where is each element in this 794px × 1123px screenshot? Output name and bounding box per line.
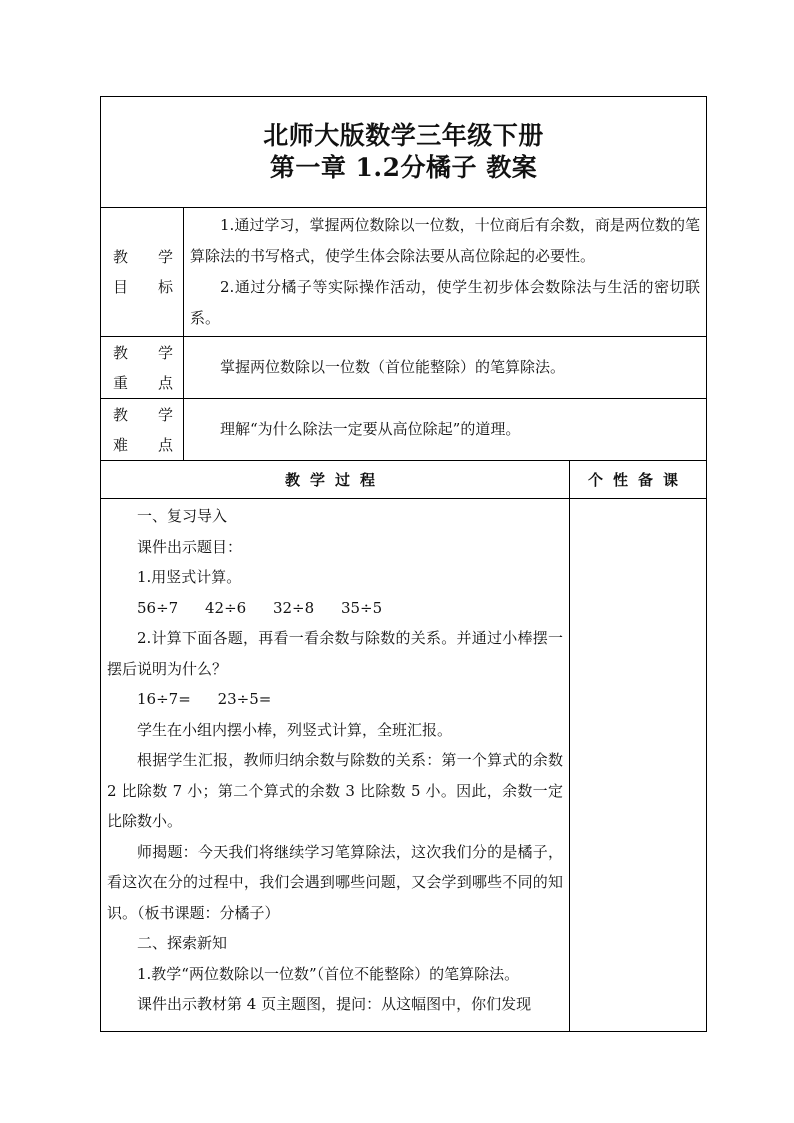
objectives-label: 教 学 目 标	[101, 208, 184, 337]
objectives-content	[184, 208, 707, 337]
difficulties-content	[184, 399, 707, 461]
section-explore: 二、探索新知	[137, 934, 228, 952]
process-line: 师揭题：今天我们将继续学习笔算除法，这次我们分的是橘子，看这次在分的过程中，我们会遇到哪些问题，又会学到哪些不同的知识。（板书课题：分橘子）	[107, 842, 563, 922]
process-line: 1.教学“两位数除以一位数”（首位不能整除）的笔算除法。	[137, 964, 520, 983]
process-line: 课件出示教材第 4 页主题图，提问：从这幅图中，你们发现	[137, 995, 532, 1013]
process-line: 2.计算下面各题，再看一看余数与除数的关系。并通过小棒摆一摆后说明为什么？	[107, 629, 563, 678]
document-subtitle: 第一章 1.2分橘子 教案	[269, 153, 538, 182]
objective-1: 1.通过学习，掌握两位数除以一位数，十位商后有余数，商是两位数的笔算除法的书写格式，使学生体会除法要从高位除起的必要性。	[190, 216, 701, 265]
process-line: 学生在小组内摆小棒，列竖式计算，全班汇报。	[137, 720, 453, 739]
process-header: 教学过程	[101, 461, 570, 499]
difficulties-text: 理解“为什么除法一定要从高位除起”的道理。	[220, 420, 521, 438]
calc-row-2: 16÷7= 23÷5=	[137, 690, 272, 708]
document-title: 北师大版数学三年级下册	[263, 121, 544, 150]
lesson-plan-table	[100, 96, 707, 1032]
key-points-label: 教 学 重 点	[101, 337, 184, 399]
calc-row-1: 56÷7 42÷6 32÷8 35÷5	[137, 598, 383, 617]
objective-2: 2.通过分橘子等实际操作活动，使学生初步体会数除法与生活的密切联系。	[190, 278, 701, 327]
difficulties-label: 教 学 难 点	[101, 399, 184, 461]
notes-content	[570, 499, 707, 1032]
key-points-text: 掌握两位数除以一位数（首位能整除）的笔算除法。	[220, 358, 566, 376]
process-content	[101, 499, 570, 1032]
section-review: 一、复习导入	[137, 507, 228, 525]
process-line: 课件出示题目：	[137, 537, 243, 556]
key-points-content	[184, 337, 707, 399]
process-line: 1.用竖式计算。	[137, 568, 242, 586]
notes-header: 个性备课	[570, 461, 707, 499]
process-line: 根据学生汇报，教师归纳余数与除数的关系：第一个算式的余数 2 比除数 7 小；第二个算式的余数 3 比除数 5 小。因此，余数一定比除数小。	[107, 751, 563, 830]
title-cell	[101, 97, 707, 208]
